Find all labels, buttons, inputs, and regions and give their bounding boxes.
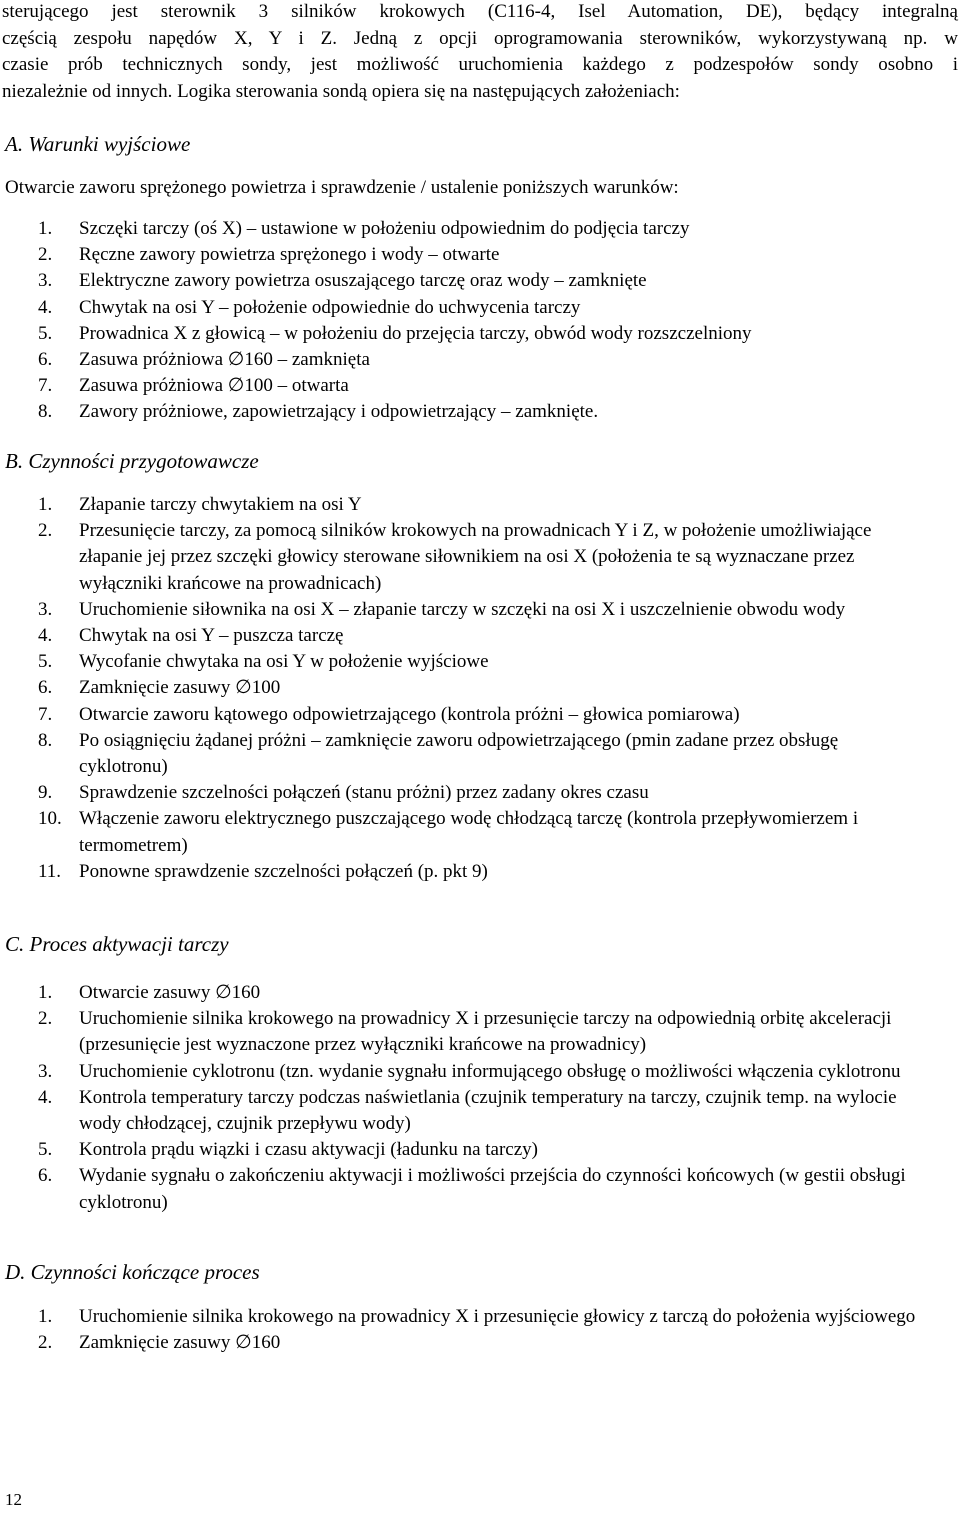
list-item (0, 242, 950, 268)
item-text: Otwarcie zaworu kątowego odpowietrzającego (kontrola próżni – głowica pomiarowa) (79, 703, 740, 725)
item-text: Zamknięcie zasuwy ∅100 (79, 677, 281, 699)
item-text: Wycofanie chwytaka na osi Y w położenie wyjściowe (79, 651, 489, 673)
item-number: 7. (38, 375, 53, 397)
section-b-heading: B. Czynności przygotowawcze (5, 449, 259, 473)
list-item (0, 728, 950, 780)
item-number: 6. (38, 1165, 53, 1187)
item-text: Uruchomienie silnika krokowego na prowadnicy X i przesunięcie tarczy na odpowiednią orbitę akceleracji (przesunięcie jest wyznaczone przez wyłączniki krańcowe na prowadnicy) (79, 1008, 892, 1056)
item-number: 3. (38, 270, 53, 292)
item-text: Zawory próżniowe, zapowietrzający i odpowietrzający – zamknięte. (79, 401, 599, 423)
item-number: 3. (38, 598, 53, 620)
list-item (0, 1006, 950, 1058)
item-number: 7. (38, 703, 53, 725)
item-number: 8. (38, 401, 53, 423)
list-item (0, 492, 950, 518)
section-d-heading: D. Czynności kończące proces (5, 1260, 260, 1284)
item-text: Wydanie sygnału o zakończeniu aktywacji i możliwości przejścia do czynności końcowych (w gestii obsługi cyklotronu) (79, 1165, 906, 1213)
section-a-list (0, 216, 950, 426)
list-item (0, 399, 950, 425)
item-number: 5. (38, 322, 53, 344)
list-item (0, 1330, 950, 1356)
section-b-list (0, 492, 950, 885)
item-text: Zasuwa próżniowa ∅160 – zamknięta (79, 349, 370, 371)
item-number: 6. (38, 677, 53, 699)
item-number: 3. (38, 1060, 53, 1082)
section-c-heading: C. Proces aktywacji tarczy (5, 932, 229, 956)
item-text: Uruchomienie silnika krokowego na prowadnicy X i przesunięcie głowicy z tarczą do położenia wyjściowego (79, 1306, 916, 1327)
item-number: 11. (38, 860, 62, 882)
section-c-list (0, 980, 950, 1216)
item-number: 4. (38, 296, 53, 318)
list-item (0, 373, 950, 399)
list-item (0, 675, 950, 701)
list-item (0, 649, 950, 675)
item-number: 1. (38, 982, 53, 1003)
item-number: 2. (38, 1008, 53, 1030)
intro-line: niezależnie od innych. Logika sterowania sondą opiera się na następujących założeniach: (2, 80, 680, 102)
item-text: Kontrola prądu wiązki i czasu aktywacji (ładunku na tarczy) (79, 1139, 538, 1161)
list-item (0, 347, 950, 373)
item-text: Zasuwa próżniowa ∅100 – otwarta (79, 375, 349, 397)
item-text: Po osiągnięciu żądanej próżni – zamknięcie zaworu odpowietrzającego (pmin zadane przez obsługę cyklotronu) (79, 729, 839, 778)
item-number: 1. (38, 1306, 53, 1327)
item-number: 1. (38, 218, 53, 239)
list-item (0, 702, 950, 728)
section-d-list (0, 1304, 950, 1356)
item-text: Prowadnica X z głowicą – w położeniu do przejęcia tarczy, obwód wody rozszczelniony (79, 322, 752, 344)
list-item (0, 1085, 950, 1137)
intro-paragraph (2, 0, 958, 105)
item-number: 4. (38, 625, 53, 647)
item-number: 1. (38, 494, 53, 515)
list-item (0, 597, 950, 623)
item-text: Chwytak na osi Y – puszcza tarczę (79, 625, 344, 647)
item-text: Elektryczne zawory powietrza osuszającego tarczę oraz wody – zamknięte (79, 270, 647, 292)
section-a-subtitle: Otwarcie zaworu sprężonego powietrza i sprawdzenie / ustalenie poniższych warunków: (5, 177, 679, 198)
item-number: 2. (38, 520, 53, 542)
item-text: Ręczne zawory powietrza sprężonego i wody – otwarte (79, 244, 500, 266)
item-number: 2. (38, 244, 53, 266)
item-text: Sprawdzenie szczelności połączeń (stanu próżni) przez zadany okres czasu (79, 782, 649, 804)
item-number: 4. (38, 1086, 53, 1108)
section-a-heading: A. Warunki wyjściowe (5, 132, 191, 156)
item-text: Uruchomienie siłownika na osi X – złapanie tarczy w szczęki na osi X i uszczelnienie obwodu wody (79, 598, 846, 620)
list-item (0, 321, 950, 347)
item-text: Szczęki tarczy (oś X) – ustawione w położeniu odpowiednim do podjęcia tarczy (79, 218, 690, 239)
item-text: Włączenie zaworu elektrycznego puszczającego wodę chłodzącą tarczę (kontrola przepływomierzem i termometrem) (79, 808, 859, 856)
list-item (0, 518, 950, 597)
list-item (0, 623, 950, 649)
intro-line: częścią zespołu napędów X, Y i Z. Jedną z opcji oprogramowania sterowników, wykorzystywaną np. w (2, 27, 958, 49)
item-text: Uruchomienie cyklotronu (tzn. wydanie sygnału informującego obsługę o możliwości włączenia cyklotronu (79, 1060, 901, 1082)
list-item (0, 780, 950, 806)
list-item (0, 268, 950, 294)
list-item (0, 980, 950, 1006)
list-item (0, 1163, 950, 1215)
item-text: Przesunięcie tarczy, za pomocą silników krokowych na prowadnicach Y i Z, w położenie umożliwiające złapanie jej przez szczęki głowicy sterowane siłownikiem na osi X (położenia te są wyznaczane przez wyłączniki krańcowe na prowadnicach) (79, 520, 872, 594)
list-item (0, 1304, 950, 1330)
list-item (0, 216, 950, 242)
item-number: 6. (38, 349, 53, 371)
list-item (0, 295, 950, 321)
item-text: Kontrola temperatury tarczy podczas naświetlania (czujnik temperatury na tarczy, czujnik temp. na wylocie wody chłodzącej, czujnik przepływu wody) (79, 1086, 897, 1135)
item-number: 5. (38, 651, 53, 673)
page-number: 12 (5, 1490, 22, 1509)
item-number: 5. (38, 1139, 53, 1161)
list-item (0, 1137, 950, 1163)
item-number: 10. (38, 808, 62, 830)
item-number: 8. (38, 729, 53, 751)
item-text: Chwytak na osi Y – położenie odpowiednie do uchwycenia tarczy (79, 296, 581, 318)
item-text: Złapanie tarczy chwytakiem na osi Y (79, 494, 362, 515)
item-number: 2. (38, 1332, 53, 1354)
list-item (0, 806, 950, 858)
item-text: Otwarcie zasuwy ∅160 (79, 982, 261, 1003)
item-text: Zamknięcie zasuwy ∅160 (79, 1332, 281, 1354)
intro-line: sterującego jest sterownik 3 silników krokowych (C116-4, Isel Automation, DE), będący integralną (2, 1, 958, 22)
item-text: Ponowne sprawdzenie szczelności połączeń (p. pkt 9) (79, 860, 488, 882)
item-number: 9. (38, 782, 53, 804)
list-item (0, 1059, 950, 1085)
intro-line: czasie prób technicznych sondy, jest możliwość uruchomienia każdego z podzespołów sondy osobno i (2, 54, 958, 75)
list-item (0, 859, 950, 885)
